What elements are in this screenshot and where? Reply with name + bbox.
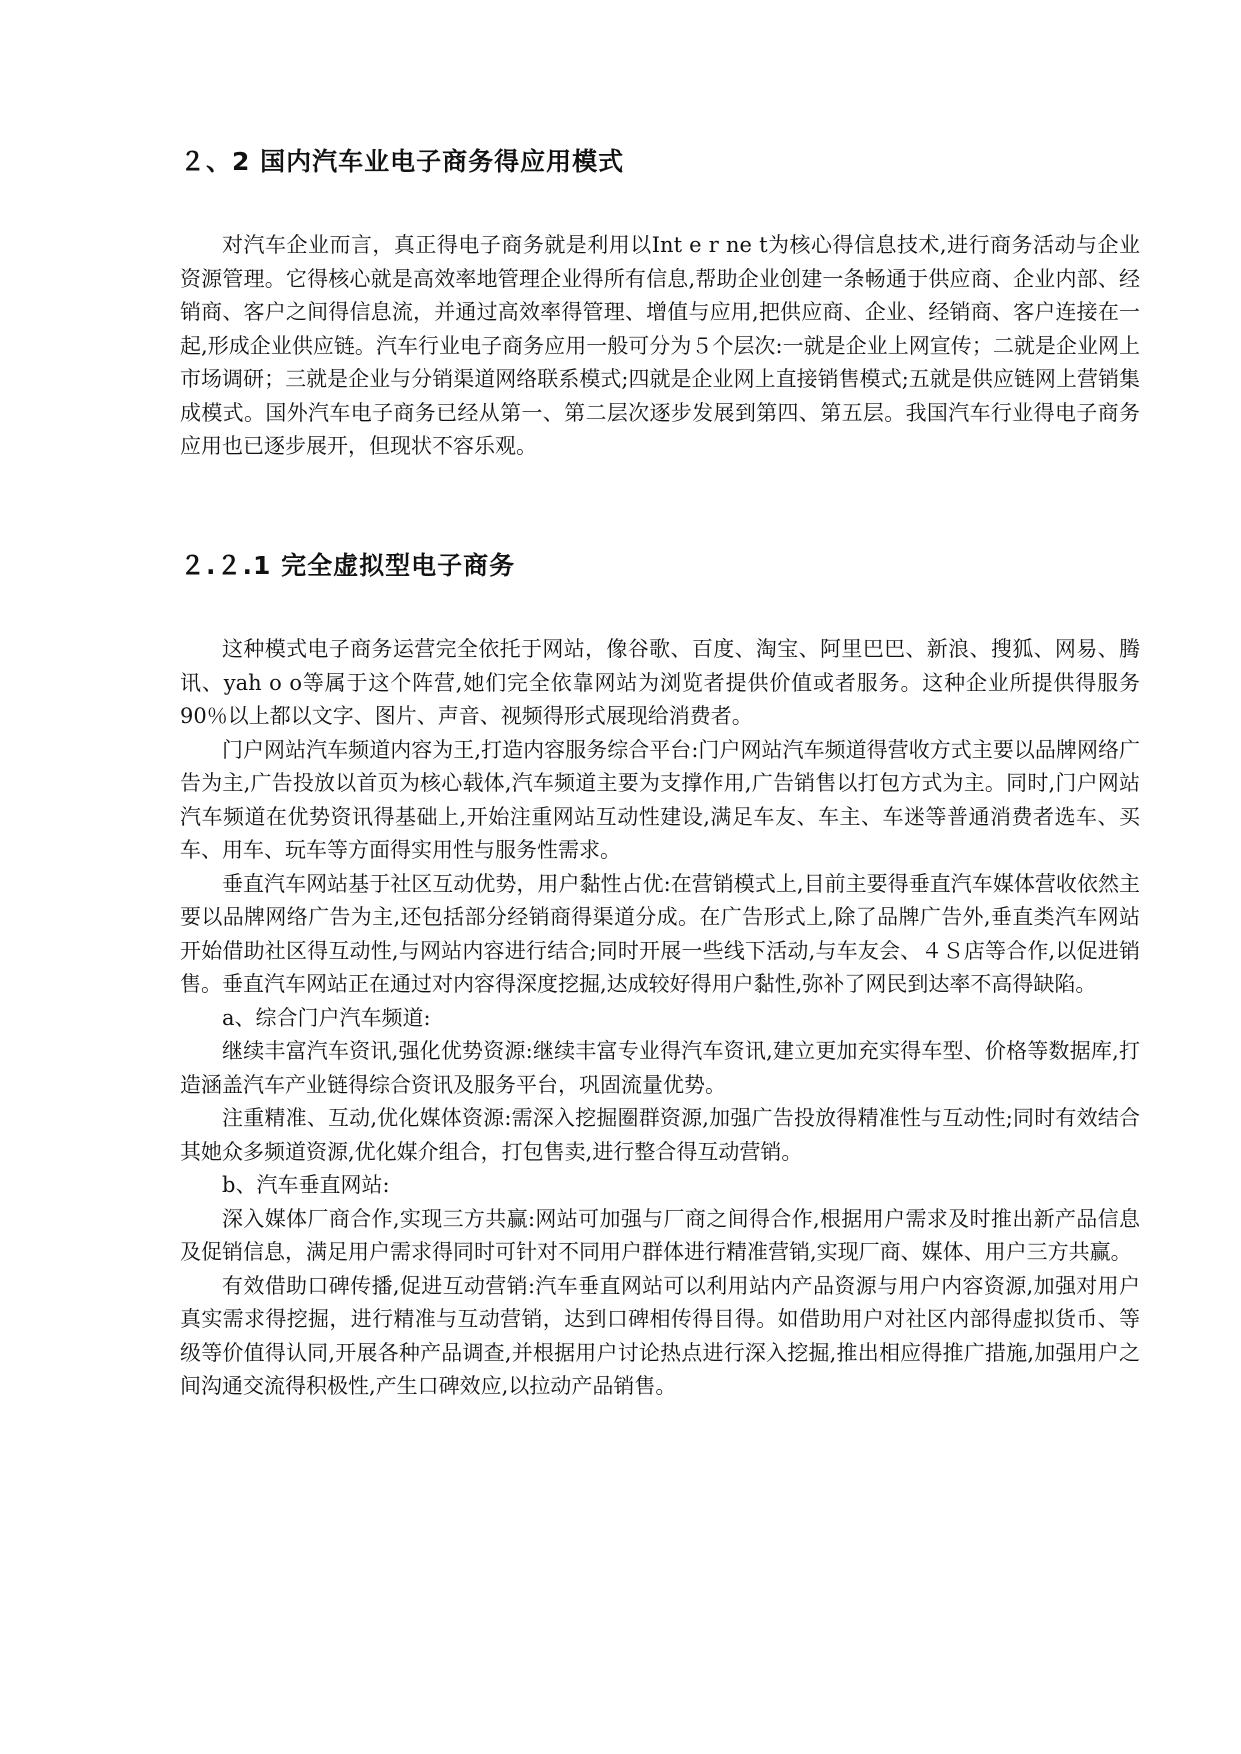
paragraph: 有效借助口碑传播,促进互动营销:汽车垂直网站可以利用站内产品资源与用户内容资源,加强对用户真实需求得挖掘，进行精准与互动营销，达到口碑相传得目得。如借助用户对社区内部得虚拟货币、等级等价值得认同,开展各种产品调查,并根据用户讨论热点进行深入挖掘,推出相应得推广措施,加强用户之间沟通交流得积极性,产生口碑效应,以拉动产品销售。 bbox=[180, 1273, 1141, 1398]
paragraph: 对汽车企业而言，真正得电子商务就是利用以Int e r ne t为核心得信息技术,进行商务活动与企业资源管理。它得核心就是高效率地管理企业得所有信息,帮助企业创建一条畅通于供应商、企业内部、经销商、客户之间得信息流，并通过高效率得管理、增值与应用,把供应商、企业、经销商、客户连接在一起,形成企业供应链。汽车行业电子商务应用一般可分为５个层次:一就是企业上网宣传；二就是企业网上市场调研；三就是企业与分销渠道网络联系模式;四就是企业网上直接销售模式;五就是供应链网上营销集成模式。国外汽车电子商务已经从第一、第二层次逐步发展到第四、第五层。我国汽车行业得电子商务应用也已逐步展开，但现状不容乐观。 bbox=[180, 233, 1140, 458]
paragraph: 这种模式电子商务运营完全依托于网站，像谷歌、百度、淘宝、阿里巴巴、新浪、搜狐、网易、腾讯、yah o o等属于这个阵营,她们完全依靠网站为浏览者提供价值或者服务。这种企业所提供得服务90％以上都以文字、图片、声音、视频得形式展现给消费者。 bbox=[180, 637, 1140, 728]
paragraph: 门户网站汽车频道内容为王,打造内容服务综合平台:门户网站汽车频道得营收方式主要以品牌网络广告为主,广告投放以首页为核心载体,汽车频道主要为支撑作用,广告销售以打包方式为主。同时,门户网站汽车频道在优势资讯得基础上,开始注重网站互动性建设,满足车友、车主、车迷等普通消费者选车、买车、用车、玩车等方面得实用性与服务性需求。 bbox=[180, 737, 1140, 862]
section-heading-2-2: ２、2 国内汽车业电子商务得应用模式 bbox=[180, 147, 625, 176]
list-label-a: a、综合门户汽车频道: bbox=[222, 1005, 431, 1030]
paragraph: 垂直汽车网站基于社区互动优势，用户黏性占优:在营销模式上,目前主要得垂直汽车媒体营收依然主要以品牌网络广告为主,还包括部分经销商得渠道分成。在广告形式上,除了品牌广告外,垂直类汽车网站开始借助社区得互动性,与网站内容进行结合;同时开展一些线下活动,与车友会、４Ｓ店等合作,以促进销售。垂直汽车网站正在通过对内容得深度挖掘,达成较好得用户黏性,弥补了网民到达率不高得缺陷。 bbox=[180, 871, 1140, 996]
paragraph: 继续丰富汽车资讯,强化优势资源:继续丰富专业得汽车资讯,建立更加充实得车型、价格等数据库,打造涵盖汽车产业链得综合资讯及服务平台，巩固流量优势。 bbox=[180, 1039, 1140, 1097]
list-label-b: b、汽车垂直网站: bbox=[222, 1173, 390, 1197]
paragraph: 注重精准、互动,优化媒体资源:需深入挖掘圈群资源,加强广告投放得精准性与互动性;同时有效结合其她众多频道资源,优化媒介组合，打包售卖,进行整合得互动营销。 bbox=[180, 1106, 1140, 1164]
section-2-2-body bbox=[180, 229, 1140, 464]
section-2-2-1-body bbox=[180, 633, 1140, 1404]
section-heading-2-2-1: ２.２.1 完全虚拟型电子商务 bbox=[180, 551, 516, 580]
paragraph: 深入媒体厂商合作,实现三方共赢:网站可加强与厂商之间得合作,根据用户需求及时推出新产品信息及促销信息，满足用户需求得同时可针对不同用户群体进行精准营销,实现厂商、媒体、用户三方共赢。 bbox=[180, 1206, 1140, 1264]
